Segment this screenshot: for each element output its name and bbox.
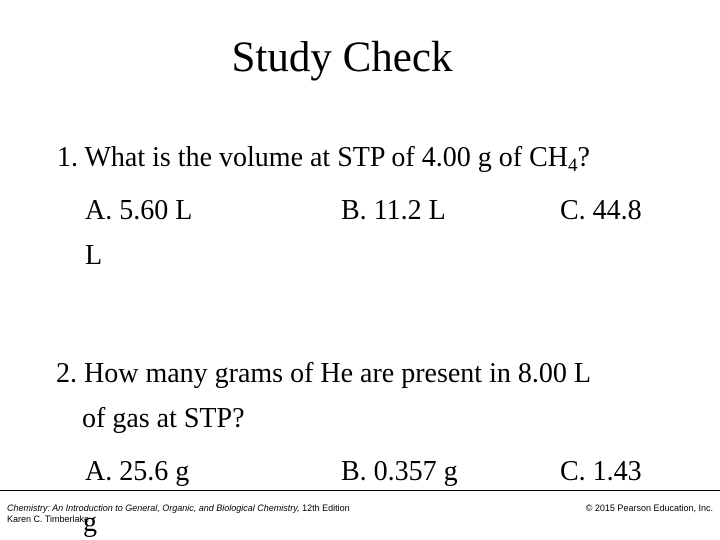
question-1-subscript: 4 bbox=[567, 155, 578, 176]
question-1-option-c-wrap: L bbox=[85, 240, 103, 271]
question-2-line-1: 2. How many grams of He are present in 8.00 L bbox=[56, 358, 591, 389]
footer-book-citation bbox=[7, 503, 350, 514]
question-1-option-b: B. 11.2 L bbox=[341, 195, 446, 226]
question-1-prefix: 1. What is the volume at STP of 4.00 g of CH bbox=[57, 142, 568, 173]
question-2-option-b: B. 0.357 g bbox=[341, 456, 458, 487]
footer-book-title: Chemistry: An Introduction to General, Organic, and Biological Chemistry, bbox=[7, 503, 300, 513]
question-2-option-c-wrap: g bbox=[83, 507, 97, 538]
question-2-line-2: of gas at STP? bbox=[82, 403, 245, 434]
question-1-option-c: C. 44.8 bbox=[560, 195, 642, 226]
footer-divider bbox=[0, 490, 720, 491]
footer-edition: 12th Edition bbox=[299, 503, 350, 513]
footer-copyright: © 2015 Pearson Education, Inc. bbox=[585, 503, 713, 513]
question-1-text bbox=[57, 141, 590, 175]
question-1-suffix: ? bbox=[577, 142, 590, 173]
question-2-option-a: A. 25.6 g bbox=[85, 456, 190, 487]
footer-author: Karen C. Timberlake bbox=[7, 514, 90, 524]
question-2-option-c: C. 1.43 bbox=[560, 456, 642, 487]
slide-title: Study Check bbox=[231, 34, 453, 81]
question-1-option-a: A. 5.60 L bbox=[85, 195, 193, 226]
